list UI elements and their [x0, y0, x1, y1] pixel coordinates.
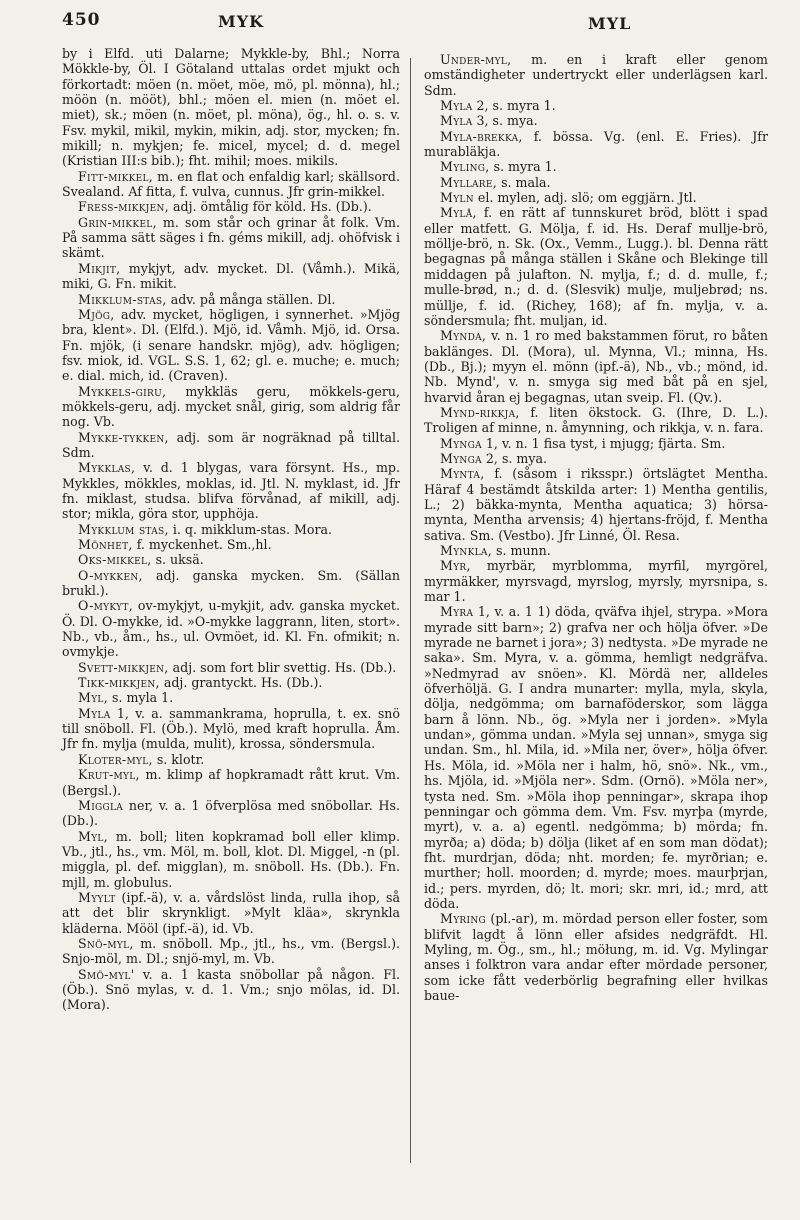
- entry-definition: adv. på många ställen. Dl.: [170, 291, 336, 307]
- entry-definition: s. myla 1.: [112, 690, 174, 706]
- entry-headword: Myra: [440, 604, 474, 620]
- entry-definition: adj. grantyckt. Hs. (Db.).: [163, 675, 323, 691]
- dictionary-entry: [62, 706, 400, 752]
- entry-definition: by i Elfd. uti Dalarne; Mykkle-by, Bhl.; Norra Mökkle-by, Öl. I Götaland uttalas ordet mjukt och förkortadt: möen (n. möet, möe, mö, pl. mönna), hl.; möön (n. mööt), bhl.; möen el. mien (n. möet el. miet), sk.; möen (n. möet, pl. möna), ög., hl. o. s. v. Fsv. mykil, mikil, mykin, mikin, adj. stor, mycken; fn. mikill; n. mykjen; fe. micel, mycel; d. d. megel (Kristian III:s bib.); fht. mihil; moes. mikils.: [62, 46, 400, 169]
- entry-headword: Mylå,: [440, 205, 477, 221]
- entry-headword: Mykklum stas,: [78, 521, 169, 537]
- dictionary-entry: [62, 215, 400, 261]
- entry-definition: v. n. 1 ro med bakstammen förut, ro båten baklänges. Dl. (Mora), ul. Mynna, Vl.; minna, Hs. (Db., Bj.); myyn el. mönn (ipf.-ä), Nb., vb.; mönd, id. Nb. Mynd', v. n. smyga sig med båt på en sjel, hvarvid åran ej begagnas, utan sveip. Fl. (Qv.).: [424, 328, 768, 405]
- dictionary-entry: [424, 190, 768, 205]
- dictionary-entry: [424, 436, 768, 451]
- entry-definition: f. myckenhet. Sm.,hl.: [136, 537, 272, 552]
- entry-headword: Mikjit,: [78, 260, 121, 276]
- entry-headword: Myla: [78, 705, 111, 721]
- entry-definition: f. (såsom i riksspr.) örtslägtet Mentha. Häraf 4 bestämdt åtskilda arter: 1) Mentha gentilis, L.; 2) bäkka-mynta, Mentha aquatica; 3) hörsa-mynta, Mentha arvensis; 4) hjertans-fröjd, f. Mentha sativa. Sm. (Vestbo). Jfr Linné, Öl. Resa.: [424, 466, 768, 543]
- entry-headword: Mykkels-giru,: [78, 383, 167, 399]
- entry-definition: m. som står och grinar åt folk. Vm. På samma sätt säges i fn. géms mikill, adj. ohöfvisk i skämt.: [62, 214, 400, 261]
- entry-headword: Snö-myl,: [78, 935, 134, 951]
- entry-headword: Myla-brekka,: [440, 128, 523, 144]
- dictionary-entry: [424, 466, 768, 543]
- dictionary-entry: [62, 307, 400, 384]
- entry-definition: s. uksä.: [155, 552, 204, 568]
- dictionary-entry: [424, 98, 768, 113]
- entry-headword: Myla: [440, 113, 473, 129]
- entry-headword: Mönhet,: [78, 537, 133, 552]
- entry-definition: mykkläs geru, mökkels-geru, mökkels-geru, adj. mycket snål, girig, som aldrig får nog. Vb.: [62, 383, 400, 430]
- entry-headword: Mynga: [440, 450, 482, 466]
- column-divider: [410, 58, 411, 1163]
- entry-definition: 1, v. a. 1 1) döda, qväfva ihjel, strypa. »Mora myrade sitt barn»; 2) grafva ner och hölja öfver. »De myrade ne barnet i jora»; 3) nedtysta. »De myrade ne saka». Sm. Myra, v. a. gömma, hemligt nedgräfva. »Nedmyrad av snöen». Kl. Mördä ner, alldeles öfverhöljä. G. I andra munarter: mylla, myla, skyla, dölja, nedgömma; om barnaföderskor, som lägga barn å lönn. Nb., ög. »Myla ner i jorden». »Myla undan», gömma undan. »Myla sej unnan», smyga sig undan. Sm., hl. Mila, id. »Mila ner, över», hölja öfver. Hs. Möla, id. »Möla ner i halm, hö, snö». Nk., vm., hs. Mjöla, id. »Mjöla ner». Sdm. (Ornö). »Möla ner», tysta ned. Sm. »Möla ihop penningar», skrapa ihop penningar och gömma dem. Vm. Fsv. myrþa (myrde, myrt), v. a. a) egentl. nedgömma; b) mörda; fn. myrða; a) döda; b) dölja (liket af en som man dödat); fht. murdrjan, döda; nht. morden; fe. myrðrian; e. murther; holl. moorden; d. myrde; moes. maurþrjan, id.; pers. myrden, dö; lt. mori; skr. mri, id.; mrd, att döda.: [424, 604, 768, 911]
- entry-headword: Myylt: [78, 889, 116, 905]
- entry-definition: s. mala.: [501, 174, 551, 190]
- dictionary-entry: [424, 52, 768, 98]
- entry-headword: Myring: [440, 911, 487, 927]
- entry-definition: m. en i kraft eller genom omständigheter undertryckt eller underlägsen karl. Sdm.: [424, 52, 768, 98]
- entry-headword: Mynd-rikkja,: [440, 404, 520, 420]
- entry-definition: f. liten ökstock. G. (Ihre, D. L.). Troligen af minne, n. åmynning, och rikkja, v. n. fara.: [424, 404, 768, 436]
- entry-definition: s. klotr.: [156, 751, 205, 767]
- entry-headword: Myllare,: [440, 174, 498, 190]
- entry-headword: Myr,: [440, 558, 471, 574]
- dictionary-entry: [62, 936, 400, 967]
- entry-definition: mykjyt, adv. mycket. Dl. (Våmh.). Mikä, miki, G. Fn. mikit.: [62, 260, 401, 292]
- entry-headword: Fress-mikkjen,: [78, 199, 169, 215]
- dictionary-entry: [424, 604, 768, 911]
- left-column: [62, 46, 400, 1013]
- dictionary-entry: [62, 598, 400, 659]
- dictionary-entry: [62, 767, 400, 798]
- entry-headword: Under-myl,: [440, 52, 512, 67]
- page-header: [0, 8, 800, 38]
- entry-definition: 3, s. mya.: [476, 113, 538, 129]
- entry-definition: i. q. mikklum-stas. Mora.: [172, 521, 333, 537]
- entry-headword: Mynga: [440, 435, 482, 451]
- entry-definition: 1, v. a. sammankrama, hoprulla, t. ex. snö till snöboll. Fl. (Öb.). Mylö, med kraft hoprulla. Åm. Jfr fn. mylja (mulda, mulit), krossa, söndersmula.: [62, 705, 400, 752]
- dictionary-entry: [424, 129, 768, 160]
- dictionary-entry: [62, 384, 400, 430]
- dictionary-entry: [424, 175, 768, 190]
- dictionary-entry: [62, 752, 400, 767]
- entry-headword: Myl,: [78, 690, 109, 706]
- dictionary-entry: [62, 890, 400, 936]
- entry-definition: m. snöboll. Mp., jtl., hs., vm. (Bergsl.). Snjo-möl, m. Dl.; snjö-myl, m. Vb.: [62, 935, 400, 967]
- entry-headword: Tikk-mikkjen,: [78, 675, 160, 691]
- entry-definition: m. en flat och enfaldig karl; skällsord. Svealand. Af fitta, f. vulva, cunnus. Jfr grin-mikkel.: [62, 168, 400, 200]
- dictionary-entry: [62, 568, 400, 599]
- right-guide-word: MYL: [588, 14, 632, 33]
- entry-definition: 1, v. n. 1 fisa tyst, i mjugg; fjärta. Sm.: [485, 435, 726, 451]
- entry-headword: Myln: [440, 190, 474, 206]
- entry-headword: Smö-myl': [78, 966, 135, 982]
- entry-definition: 2, s. myra 1.: [476, 98, 556, 114]
- entry-definition: myrbär, myrblomma, myrfil, myrgörel, myrmäkker, myrsvagd, myrslog, myrsly, myrsnipa, s. mar 1.: [424, 558, 768, 605]
- dictionary-entry: [62, 292, 400, 307]
- entry-definition: m. boll; liten kopkramad boll eller klimp. Vb., jtl., hs., vm. Möl, m. boll, klot. Dl. Miggel, -n (pl. miggla, pl. def. migglan), m. snöboll. Hs. (Db.). Fn. mjll, m. globulus.: [62, 828, 400, 890]
- dictionary-entry: [62, 46, 400, 169]
- entry-headword: Myla: [440, 98, 473, 114]
- dictionary-entry: [424, 911, 768, 1003]
- entry-headword: Grin-mikkel,: [78, 214, 157, 230]
- left-guide-word: MYK: [218, 12, 265, 31]
- entry-headword: Krut-myl,: [78, 767, 140, 783]
- dictionary-entry: [62, 675, 400, 690]
- entry-headword: Myl,: [78, 828, 109, 844]
- entry-headword: O-mykyt,: [78, 598, 134, 614]
- entry-headword: Myling,: [440, 159, 490, 175]
- dictionary-entry: [424, 113, 768, 128]
- dictionary-entry: [62, 430, 400, 461]
- entry-definition: s. munn.: [496, 543, 551, 558]
- entry-definition: el. mylen, adj. slö; om eggjärn. Jtl.: [477, 190, 697, 206]
- dictionary-entry: [424, 451, 768, 466]
- entry-definition: f. en rätt af tunnskuret bröd, blött i spad eller matfett. G. Mölja, f. id. Hs. Deraf mullje-brö, möllje-brö, n. Sk. (Ox., Vemm., Lugg.). bl. Denna rätt begagnas på många ställen i Skåne och Blekinge till middagen på julafton. N. mylja, f.; d. d. mulle, f.; mulle-brød, n.; d. d. (Slesvik) mulje, muljebrød; ns. müllje, f. id. (Richey, 168); af fn. mylja, v. a. söndersmula; fht. muljan, id.: [424, 205, 768, 328]
- entry-headword: Mykke-tykken,: [78, 429, 169, 445]
- entry-definition: adj. ömtålig för köld. Hs. (Db.).: [173, 199, 372, 215]
- entry-definition: m. klimp af hopkramadt rått krut. Vm. (Bergsl.).: [62, 767, 400, 798]
- dictionary-entry: [62, 660, 400, 675]
- dictionary-entry: [62, 199, 400, 214]
- entry-headword: Miggla: [78, 797, 124, 813]
- dictionary-entry: [62, 798, 400, 829]
- dictionary-entry: [62, 522, 400, 537]
- entry-headword: Mikklum-stas,: [78, 291, 167, 307]
- entry-headword: Svett-mikkjen,: [78, 659, 169, 675]
- entry-headword: Oks-mikkel,: [78, 552, 152, 568]
- dictionary-entry: [62, 261, 400, 292]
- entry-definition: adv. mycket, högligen, i synnerhet. »Mjög bra, klent». Dl. (Elfd.). Mjö, id. Våmh. Mjö, id. Orsa. Fn. mjök, (i senare handskr. mjög), adv. högligen; fsv. miok, id. VGL. S.S. 1, 62; gl. e. muche; e. much; e. dial. mich, id. (Craven).: [62, 306, 401, 384]
- right-column: [424, 52, 768, 1003]
- dictionary-entry: [424, 205, 768, 328]
- entry-definition: 2, s. mya.: [485, 450, 547, 466]
- entry-definition: adj. som fort blir svettig. Hs. (Db.).: [172, 659, 397, 675]
- entry-headword: Mynkla,: [440, 543, 493, 558]
- dictionary-entry: [424, 405, 768, 436]
- dictionary-entry: [62, 552, 400, 567]
- entry-headword: Mykklas,: [78, 460, 136, 476]
- entry-headword: Mynta,: [440, 466, 485, 482]
- dictionary-entry: [62, 690, 400, 705]
- entry-headword: O-mykken,: [78, 567, 143, 583]
- entry-definition: ov-mykjyt, u-mykjit, adv. ganska mycket. Ö. Dl. O-mykke, id. »O-mykke laggrann, liten, stort». Nb., vb., åm., hs., ul. Ovmöet, id. Kl. Fn. ofmikit; n. ovmykje.: [62, 598, 400, 660]
- dictionary-entry: [62, 169, 400, 200]
- entry-headword: Fitt-mikkel,: [78, 168, 154, 184]
- entry-definition: f. bössa. Vg. (enl. E. Fries). Jfr murabläkja.: [424, 128, 768, 160]
- entry-headword: Kloter-myl,: [78, 751, 153, 767]
- dictionary-entry: [62, 967, 400, 1013]
- entry-definition: v. d. 1 blygas, vara försynt. Hs., mp. Mykkles, mökkles, moklas, id. Jtl. N. myklast, id. Jfr fn. miklast, studsa. blifva förvånad, af mikill, adj. stor; mikla, göra stor, upphöja.: [62, 460, 400, 522]
- dictionary-entry: [62, 460, 400, 521]
- dictionary-entry: [424, 558, 768, 604]
- entry-definition: (pl.-ar), m. mördad person eller foster, som blifvit lagdt å lönn eller afsides nedgräfdt. Hl. Myling, m. Ög., sm., hl.; möłung, m. id. Vg. Mylingar anses i folktron vara andar efter mördade personer, som icke fått vederbörlig begrafning eller hvilkas baue-: [424, 911, 768, 1003]
- dictionary-entry: [424, 328, 768, 405]
- entry-definition: (ipf.-ä), v. a. vårdslöst linda, rulla ihop, så att det blir skrynkligt. »Mylt kläa», skrynkla kläderna. Mööl (ipf.-ä), id. Vb.: [62, 889, 400, 936]
- entry-headword: Mjög,: [78, 306, 115, 322]
- entry-definition: adj. ganska mycken. Sm. (Sällan brukl.).: [62, 567, 400, 599]
- dictionary-entry: [424, 159, 768, 174]
- entry-definition: adj. som är nogräknad på tilltal. Sdm.: [62, 429, 400, 460]
- entry-headword: Mynda,: [440, 328, 487, 344]
- dictionary-entry: [62, 829, 400, 890]
- page-number: 450: [62, 10, 101, 30]
- entry-definition: v. a. 1 kasta snöbollar på någon. Fl. (Öb.). Snö mylas, v. d. 1. Vm.; snjo mölas, id. Dl. (Mora).: [62, 966, 400, 1013]
- entry-definition: s. myra 1.: [493, 159, 557, 175]
- dictionary-entry: [62, 537, 400, 552]
- entry-definition: ner, v. a. 1 öfverplösa med snöbollar. Hs. (Db.).: [62, 797, 400, 829]
- dictionary-entry: [424, 543, 768, 558]
